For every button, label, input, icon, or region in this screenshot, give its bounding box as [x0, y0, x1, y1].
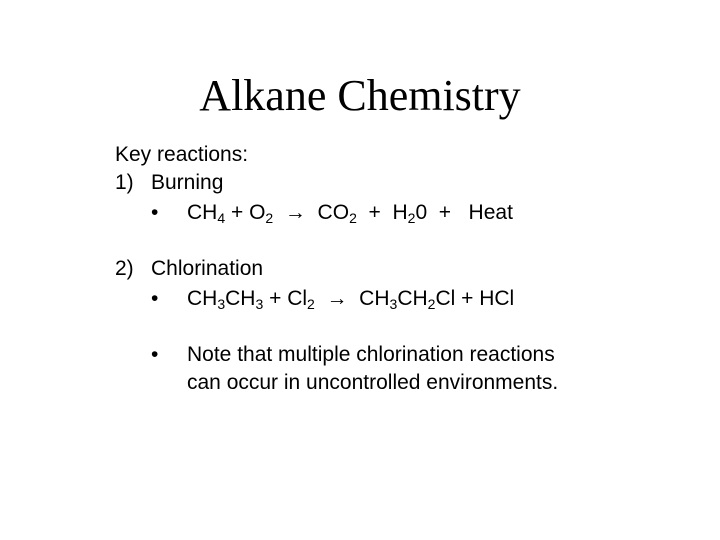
equation-text: Cl + HCl: [435, 287, 515, 310]
item-1-number: 1): [115, 171, 134, 194]
subscript: 3: [217, 296, 226, 312]
chlorination-equation: [187, 287, 514, 311]
subscript: 2: [407, 210, 416, 226]
item-2-label: Chlorination: [151, 257, 264, 280]
note-line-2: can occur in uncontrolled environments.: [187, 371, 559, 394]
equation-text: 0 + Heat: [415, 201, 513, 224]
item-2-bullet-1: •: [151, 287, 159, 310]
equation-text: CH: [187, 201, 218, 224]
equation-text: → CH: [314, 287, 390, 310]
equation-text: → CO: [273, 201, 350, 224]
subscript: 2: [349, 210, 357, 226]
equation-text: CH: [397, 287, 428, 310]
equation-text: + Cl: [263, 287, 308, 310]
subscript: 3: [389, 296, 398, 312]
equation-text: + H: [356, 201, 408, 224]
subscript: 4: [217, 210, 226, 226]
equation-text: + O: [225, 201, 266, 224]
burning-equation: [187, 201, 513, 225]
item-2-number: 2): [115, 257, 134, 280]
item-2-bullet-2: •: [151, 343, 159, 366]
subscript: 2: [307, 296, 315, 312]
slide-title: Alkane Chemistry: [199, 71, 521, 120]
note-line-1: Note that multiple chlorination reactions: [187, 343, 555, 366]
equation-text: CH: [225, 287, 256, 310]
item-1-label: Burning: [151, 171, 224, 194]
equation-text: CH: [187, 287, 218, 310]
item-1-bullet: •: [151, 201, 159, 224]
intro-text: Key reactions:: [115, 143, 249, 166]
subscript: 2: [265, 210, 274, 226]
subscript: 3: [255, 296, 264, 312]
subscript: 2: [427, 296, 436, 312]
